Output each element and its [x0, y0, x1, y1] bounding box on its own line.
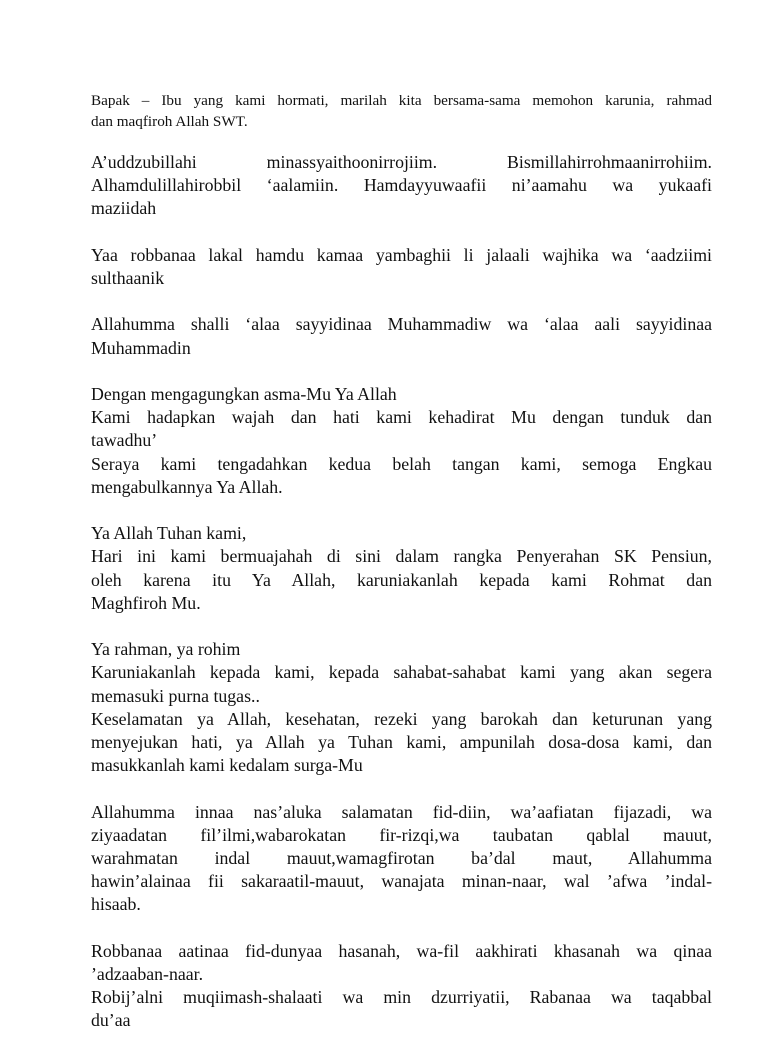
paragraph-blessing: [91, 638, 712, 777]
text-line: ’adzaaban-naar.: [91, 964, 204, 984]
paragraph-arabic-doa: [91, 801, 712, 917]
text-line: Hari ini kami bermuajahah di sini dalam rangka Penyerahan SK Pensiun,: [91, 546, 712, 567]
text-line: Kami hadapkan wajah dan hati kami kehadirat Mu dengan tunduk dan: [91, 407, 712, 428]
text-line: Ya Allah Tuhan kami,: [91, 523, 247, 544]
text-line: Keselamatan ya Allah, kesehatan, rezeki yang barokah dan keturunan yang: [91, 708, 712, 729]
text-line: Seraya kami tengadahkan kedua belah tangan kami, semoga Engkau: [91, 453, 712, 474]
text-line: Maghfiroh Mu.: [91, 592, 201, 613]
text-line: Yaa robbanaa lakal hamdu kamaa yambaghii li jalaali wajhika wa ‘aadziimi: [91, 244, 712, 265]
text-line: Robij’alni muqiimash-shalaati wa min dzurriyatii, Rabanaa wa taqabbal: [91, 987, 712, 1008]
intro-paragraph: [91, 90, 712, 132]
text-line: Ya rahman, ya rohim: [91, 639, 241, 660]
paragraph-shalawat: [91, 313, 712, 359]
text-line: Allahumma shalli ‘alaa sayyidinaa Muhammadiw wa ‘alaa aali sayyidinaa: [91, 314, 712, 335]
text-line: oleh karena itu Ya Allah, karuniakanlah kepada kami Rohmat dan: [91, 569, 712, 590]
paragraph-closing: [91, 940, 712, 1033]
text-line: sulthaanik: [91, 268, 165, 288]
intro-line-2: dan maqfiroh Allah SWT.: [91, 113, 248, 130]
text-line: ziyaadatan fil’ilmi,wabarokatan fir-rizqi,wa taubatan qablal mauut,: [91, 824, 712, 845]
paragraph-supplication: [91, 383, 712, 499]
text-line: masukkanlah kami kedalam surga-Mu: [91, 755, 363, 776]
text-line: hisaab.: [91, 894, 141, 915]
text-line: warahmatan indal mauut,wamagfirotan ba’dal maut, Allahumma: [91, 848, 712, 868]
text-line: du’aa: [91, 1010, 131, 1031]
text-line: menyejukan hati, ya Allah ya Tuhan kami, ampunilah dosa-dosa kami, dan: [91, 732, 712, 752]
text-line: Karuniakanlah kepada kami, kepada sahabat-sahabat kami yang akan segera: [91, 662, 712, 683]
paragraph-praise: [91, 244, 712, 290]
paragraph-occasion: [91, 522, 712, 615]
text-line: A’uddzubillahi minassyaithoonirrojiim. Bismillahirrohmaanirrohiim.: [91, 152, 712, 172]
text-line: hawin’alainaa fii sakaraatil-mauut, wanajata minan-naar, wal ’afwa ’indal-: [91, 871, 712, 892]
text-line: tawadhu’: [91, 430, 158, 451]
text-line: Muhammadin: [91, 337, 191, 358]
prayer-body: [91, 151, 712, 1056]
text-line: mengabulkannya Ya Allah.: [91, 476, 283, 497]
text-line: Allahumma innaa nas’aluka salamatan fid-diin, wa’aafiatan fijazadi, wa: [91, 801, 712, 822]
text-line: Robbanaa aatinaa fid-dunyaa hasanah, wa-fil aakhirati khasanah wa qinaa: [91, 940, 712, 961]
paragraph-opening: [91, 151, 712, 221]
intro-line-1: Bapak – Ibu yang kami hormati, marilah kita bersama-sama memohon karunia, rahmad: [91, 92, 712, 109]
text-line: memasuki purna tugas..: [91, 685, 260, 706]
text-line: Dengan mengagungkan asma-Mu Ya Allah: [91, 383, 397, 404]
text-line: Alhamdulillahirobbil ‘aalamiin. Hamdayyuwaafii ni’aamahu wa yukaafi: [91, 175, 712, 196]
text-line: maziidah: [91, 198, 157, 219]
